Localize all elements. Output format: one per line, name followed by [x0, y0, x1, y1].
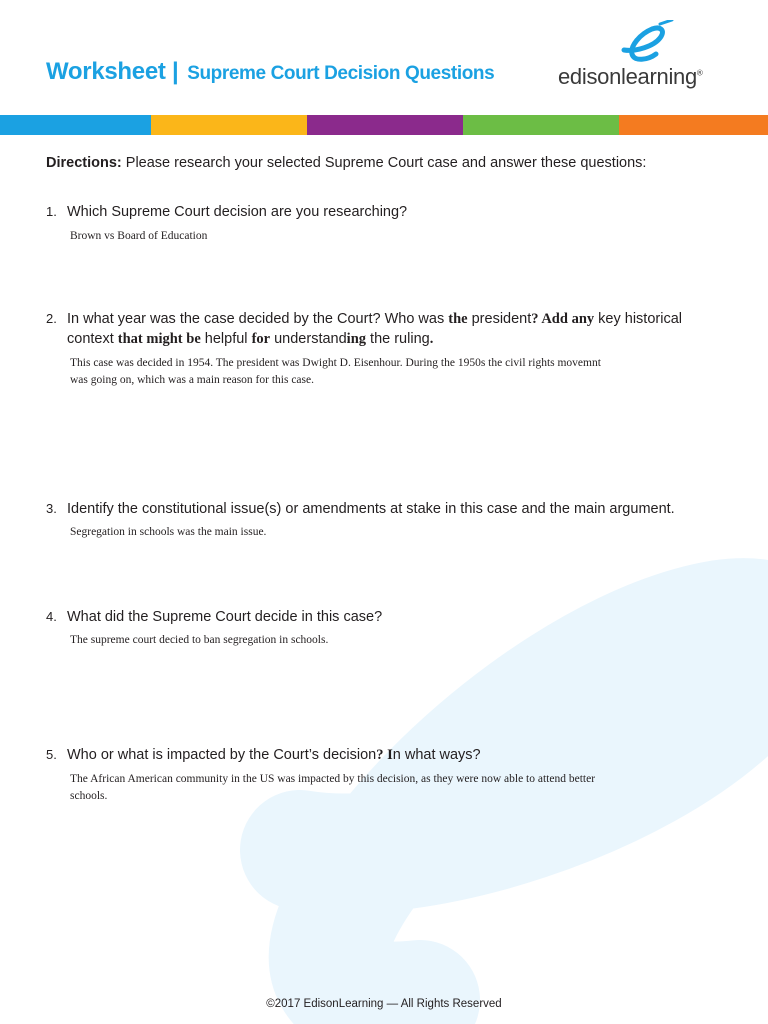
question-text	[67, 499, 727, 519]
question-text-part: In what year was the case decided by the Court? Who was	[67, 311, 449, 327]
directions	[46, 155, 646, 171]
registered-mark: ®	[696, 68, 703, 78]
question-text-part: president	[467, 311, 532, 327]
question-number: 3.	[46, 501, 57, 516]
color-stripe	[0, 115, 151, 135]
answer-2: This case was decided in 1954. The president was Dwight D. Eisenhour. During the 1950s the civil rights movemnt was going on, which was a main reason for this case.	[70, 357, 601, 386]
answer-3: Segregation in schools was the main issue.	[70, 526, 267, 538]
question-text-part: Identify the constitutional issue(s) or amendments at stake in this case and the main argument.	[67, 501, 675, 517]
title-main: Worksheet	[46, 58, 166, 85]
question-text-part: the ruling	[366, 331, 430, 347]
directions-text: Please research your selected Supreme Court case and answer these questions:	[125, 155, 647, 171]
answer-1: Brown vs Board of Education	[70, 230, 208, 242]
footer-copyright: ©2017 EdisonLearning — All Rights Reserved	[266, 998, 502, 1010]
question-number: 4.	[46, 609, 57, 624]
question-text-part: Which Supreme Court decision are you researching?	[67, 204, 408, 220]
logo-text: edisonlearning	[558, 64, 697, 89]
question-text-part: ? Add any	[531, 311, 595, 327]
question-text	[67, 202, 727, 222]
question-text-part: ? I	[376, 747, 393, 763]
question-text-part: What did the Supreme Court decide in this case?	[67, 609, 383, 625]
title-separator: |	[172, 58, 179, 85]
question-text-part: n what ways?	[392, 747, 481, 763]
question-text-part: ing	[346, 331, 367, 347]
directions-label: Directions:	[46, 155, 122, 171]
color-stripes	[0, 115, 768, 135]
question-text-part: the	[448, 311, 468, 327]
answer-5: The African American community in the US was impacted by this decision, as they were now able to attend better schools.	[70, 773, 596, 802]
color-stripe	[463, 115, 619, 135]
question-text	[67, 745, 727, 765]
question-number: 2.	[46, 311, 57, 326]
question-text-part: that might be	[117, 331, 201, 347]
answer-4: The supreme court decied to ban segregation in schools.	[70, 634, 329, 646]
question-number: 1.	[46, 204, 57, 219]
title-sub: Supreme Court Decision Questions	[187, 63, 495, 84]
question-text-part: .	[429, 331, 434, 347]
question-text	[67, 607, 727, 627]
header	[0, 0, 768, 115]
color-stripe	[619, 115, 768, 135]
color-stripe	[307, 115, 463, 135]
question-text-part: for	[251, 331, 271, 347]
question-text-part: understand	[270, 331, 347, 347]
edison-e-logo-icon	[616, 20, 676, 64]
logo-wordmark	[558, 64, 703, 90]
question-text-part: Who or what is impacted by the Court’s decision	[67, 747, 377, 763]
edisonlearning-logo	[556, 20, 726, 92]
color-stripe	[151, 115, 307, 135]
question-number: 5.	[46, 747, 57, 762]
question-text-part: key historical context	[67, 311, 682, 347]
question-text	[67, 309, 727, 349]
worksheet-title	[46, 58, 494, 86]
question-text-part: helpful	[200, 331, 252, 347]
